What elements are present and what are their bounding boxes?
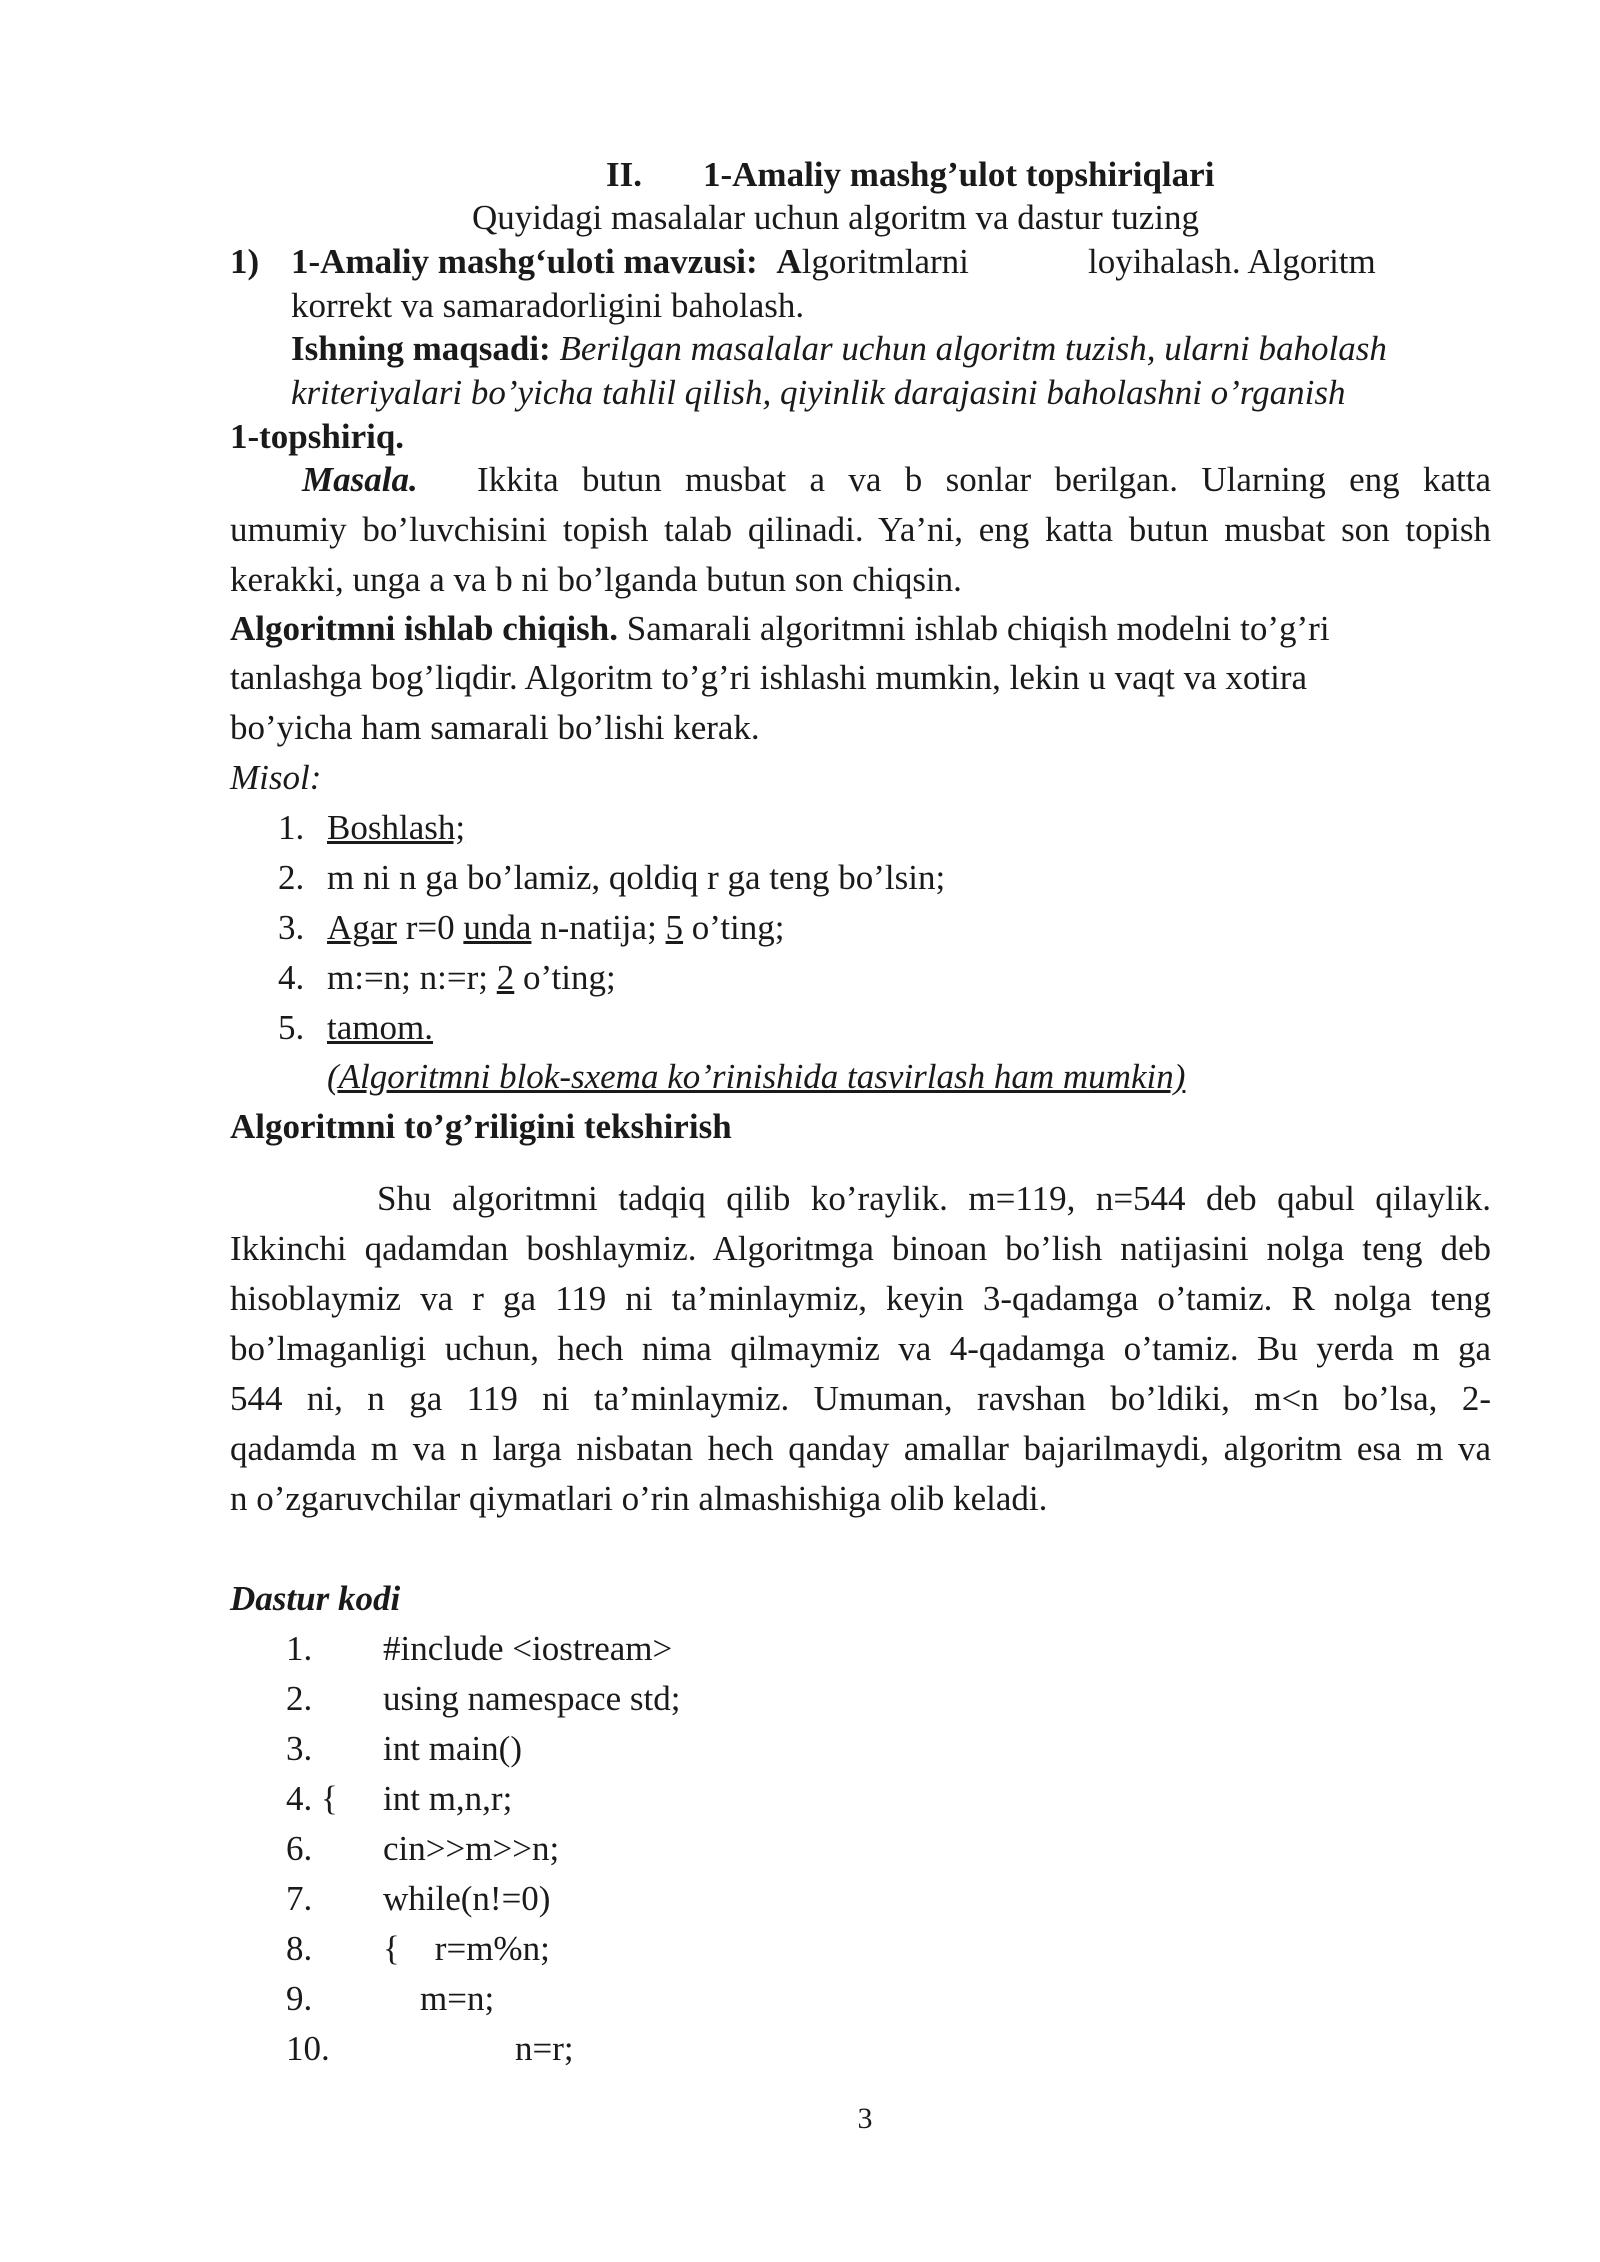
code-line-6-text: cin>>m>>n; bbox=[383, 1829, 560, 1868]
code-line-4-text: int m,n,r; bbox=[383, 1779, 513, 1818]
develop-line3: bo’yicha ham samarali bo’lishi kerak. bbox=[230, 708, 760, 747]
step-3-text bbox=[327, 903, 785, 953]
code-line-3-text: int main() bbox=[383, 1729, 522, 1768]
code-line-6-num: 6. bbox=[286, 1829, 313, 1868]
code-line-10-text: n=r; bbox=[515, 2029, 574, 2068]
step-3-result: n-natija; bbox=[531, 908, 666, 947]
develop-label: Algoritmni ishlab chiqish. bbox=[230, 609, 619, 648]
code-line-1-num: 1. bbox=[286, 1629, 313, 1668]
step-4-num: 4. bbox=[278, 958, 305, 997]
step-3-num: 3. bbox=[278, 908, 305, 947]
step-1-text: Boshlash; bbox=[327, 808, 466, 847]
step-3-agar: Agar bbox=[327, 908, 397, 947]
page-number: 3 bbox=[857, 2102, 873, 2135]
code-line-1-text: #include <iostream> bbox=[383, 1629, 673, 1668]
goal-label: Ishning maqsadi: bbox=[291, 329, 551, 368]
code-line-8-num: 8. bbox=[286, 1929, 313, 1968]
goal-text-1: Berilgan masalalar uchun algoritm tuzish, ularni baholash bbox=[559, 329, 1387, 368]
code-line-4-num: 4. { bbox=[286, 1779, 338, 1818]
item1-topic-a: lgoritmlarni bbox=[801, 242, 969, 281]
develop-line1 bbox=[230, 604, 1330, 654]
code-line-2-num: 2. bbox=[286, 1679, 313, 1718]
develop-line2: tanlashga bog’liqdir. Algoritm to’g’ri ishlashi mumkin, lekin u vaqt va xotira bbox=[230, 658, 1308, 697]
check-line2: Ikkinchi qadamdan boshlaymiz. Algoritmga binoan bo’lish natijasini nolga teng deb bbox=[230, 1229, 1491, 1268]
code-line-7-num: 7. bbox=[286, 1879, 313, 1918]
check-heading: Algoritmni to’g’riligini tekshirish bbox=[230, 1107, 732, 1146]
example-label: Misol: bbox=[230, 758, 322, 797]
step-3-cond: r=0 bbox=[396, 908, 464, 947]
section-roman: II. bbox=[606, 155, 642, 194]
item1-goal-line1 bbox=[291, 324, 1387, 374]
develop-text-1: Samarali algoritmni ishlab chiqish modelni to’g’ri bbox=[626, 609, 1330, 648]
code-line-10-num: 10. bbox=[286, 2029, 330, 2068]
section-subtitle: Quyidagi masalalar uchun algoritm va dastur tuzing bbox=[472, 198, 1200, 237]
check-line7: n o’zgaruvchilar qiymatlari o’rin almashishiga olib keladi. bbox=[230, 1479, 1048, 1518]
check-line5: 544 ni, n ga 119 ni ta’minlaymiz. Umuman, ravshan bo’ldiki, m<n bo’lsa, 2- bbox=[230, 1379, 1491, 1418]
code-line-8-text: { r=m%n; bbox=[383, 1929, 550, 1968]
item1-topic-c: korrekt va samaradorligini baholash. bbox=[291, 286, 805, 325]
masala-line3: kerakki, unga a va b ni bo’lganda butun son chiqsin. bbox=[230, 560, 962, 599]
step-5-text: tamom. bbox=[327, 1008, 433, 1047]
item1-topic-b: loyihalash. Algoritm bbox=[1088, 242, 1376, 281]
section-title: 1-Amaliy mashg’ulot topshiriqlari bbox=[703, 155, 1215, 194]
check-line1: Shu algoritmni tadqiq qilib ko’raylik. m=119, n=544 deb qabul qilaylik. bbox=[377, 1179, 1491, 1218]
item1-marker: 1) bbox=[230, 242, 260, 281]
check-line6: qadamda m va n larga nisbatan hech qanday amallar bajarilmaydi, algoritm esa m va bbox=[230, 1429, 1491, 1468]
step-3-tail: o’ting; bbox=[683, 908, 785, 947]
step-4-text bbox=[327, 953, 616, 1003]
code-line-7-text: while(n!=0) bbox=[383, 1879, 551, 1918]
step-1-num: 1. bbox=[278, 808, 305, 847]
code-line-2-text: using namespace std; bbox=[383, 1679, 681, 1718]
item1-topic-first-letter: A bbox=[776, 242, 802, 281]
step-5-num: 5. bbox=[278, 1008, 305, 1047]
goal-text-2: kriteriyalari bo’yicha tahlil qilish, qiyinlik darajasini baholashni o’rganish bbox=[291, 373, 1346, 412]
step-3-unda: unda bbox=[463, 908, 532, 947]
code-heading: Dastur kodi bbox=[230, 1579, 401, 1618]
item1-label: 1-Amaliy mashg‘uloti mavzusi: bbox=[291, 242, 758, 281]
task-heading: 1-topshiriq. bbox=[230, 417, 405, 456]
step-4-tail: o’ting; bbox=[514, 958, 616, 997]
masala-line1: Ikkita butun musbat a va b sonlar berilgan. Ularning eng katta bbox=[477, 460, 1491, 499]
step-4-assign: m:=n; n:=r; bbox=[327, 958, 497, 997]
step-4-goto: 2 bbox=[496, 958, 515, 997]
step-2-num: 2. bbox=[278, 858, 305, 897]
step-3-goto: 5 bbox=[665, 908, 684, 947]
step-2-text: m ni n ga bo’lamiz, qoldiq r ga teng bo’lsin; bbox=[327, 858, 946, 897]
check-line3: hisoblaymiz va r ga 119 ni ta’minlaymiz, keyin 3-qadamga o’tamiz. R nolga teng bbox=[230, 1279, 1491, 1318]
check-line4: bo’lmaganligi uchun, hech nima qilmaymiz va 4-qadamga o’tamiz. Bu yerda m ga bbox=[230, 1329, 1491, 1368]
example-note: (Algoritmni blok-sxema ko’rinishida tasvirlash ham mumkin) bbox=[327, 1057, 1186, 1096]
code-line-9-text: m=n; bbox=[420, 1979, 495, 2018]
code-line-9-num: 9. bbox=[286, 1979, 313, 2018]
item1-topic-line1 bbox=[291, 237, 969, 287]
masala-line2: umumiy bo’luvchisini topish talab qilinadi. Ya’ni, eng katta butun musbat son topish bbox=[230, 510, 1491, 549]
code-line-3-num: 3. bbox=[286, 1729, 313, 1768]
masala-label: Masala. bbox=[302, 460, 418, 499]
